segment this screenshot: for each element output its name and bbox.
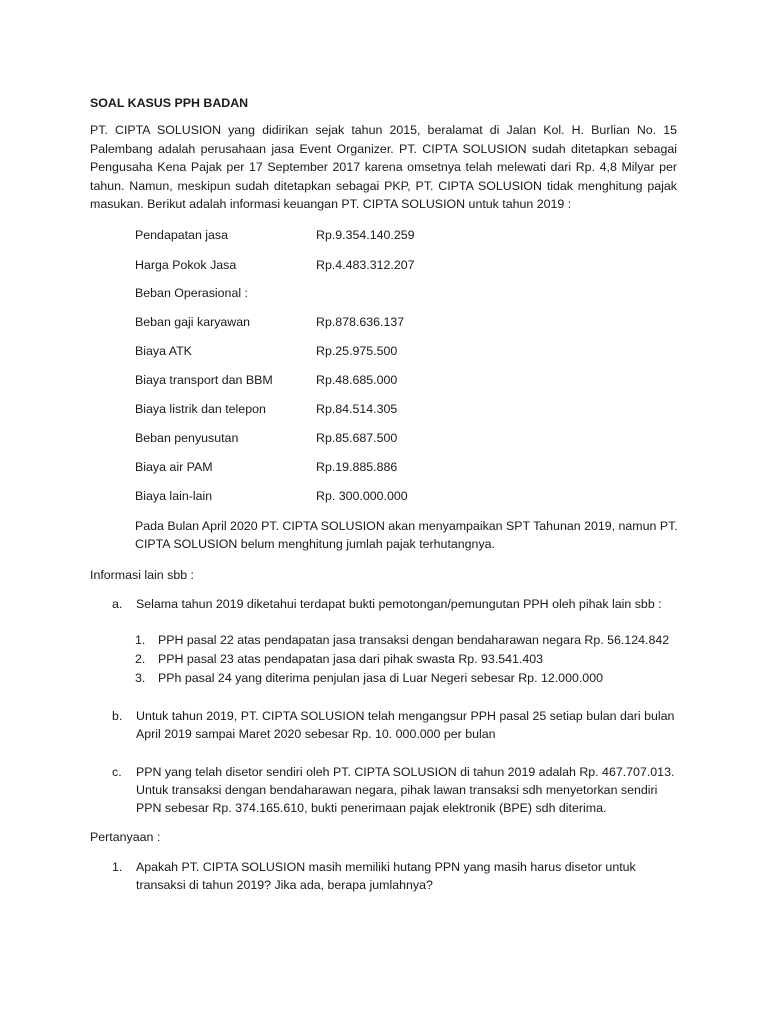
list-marker: b. — [112, 709, 123, 723]
financial-label: Biaya transport dan BBM — [135, 373, 273, 387]
financial-label: Pendapatan jasa — [135, 228, 229, 242]
financial-value: Rp.25.975.500 — [316, 344, 398, 358]
list-marker: a. — [112, 597, 123, 611]
list-item — [135, 669, 675, 688]
info-item-text: Untuk tahun 2019, PT. CIPTA SOLUSION telah mengangsur PPH pasal 25 setiap bulan dari bulan April 2019 sampai Maret 2020 sebesar Rp. 10. 000.000 per bulan — [136, 709, 675, 741]
financial-value: Rp.48.685.000 — [316, 373, 398, 387]
financial-value: Rp.84.514.305 — [316, 402, 398, 416]
info-item-text: PPN yang telah disetor sendiri oleh PT. CIPTA SOLUSION di tahun 2019 adalah Rp. 467.707.013. Untuk transaksi dengan bendaharawan negara, pihak lawan transaksi sdh menyetorkan sendiri PPN sebesar Rp. 374.165.610, bukti penerimaan pajak elektronik (BPE) sdh diterima. — [136, 765, 675, 815]
question-text: Apakah PT. CIPTA SOLUSION masih memiliki hutang PPN yang masih harus disetor untuk transaksi di tahun 2019? Jika ada, berapa jumlahnya? — [136, 860, 636, 892]
info-item-text: Selama tahun 2019 diketahui terdapat bukti pemotongan/pemungutan PPH oleh pihak lain sbb : — [136, 597, 662, 611]
financial-label: Biaya ATK — [135, 344, 192, 358]
financial-value: Rp.19.885.886 — [316, 460, 398, 474]
spt-paragraph: Pada Bulan April 2020 PT. CIPTA SOLUSION akan menyampaikan SPT Tahunan 2019, namun PT. CIPTA SOLUSION belum menghitung jumlah pajak terhutangnya. — [135, 519, 678, 551]
list-item-text: PPH pasal 22 atas pendapatan jasa transaksi dengan bendaharawan negara Rp. 56.124.842 — [158, 633, 670, 647]
document-title: SOAL KASUS PPH BADAN — [90, 96, 249, 110]
financial-label: Biaya listrik dan telepon — [135, 402, 266, 416]
financial-value: Rp. 300.000.000 — [316, 489, 408, 503]
financial-value: Rp.9.354.140.259 — [316, 228, 415, 242]
list-item-text: PPH pasal 23 atas pendapatan jasa dari pihak swasta Rp. 93.541.403 — [158, 652, 544, 666]
financial-label: Beban gaji karyawan — [135, 315, 251, 329]
financial-label: Harga Pokok Jasa — [135, 258, 237, 272]
info-heading: Informasi lain sbb : — [90, 568, 194, 582]
list-marker: 3. — [135, 671, 146, 685]
list-item — [135, 650, 675, 669]
list-item-text: PPh pasal 24 yang diterima penjulan jasa di Luar Negeri sebesar Rp. 12.000.000 — [158, 671, 603, 685]
list-marker: 1. — [112, 860, 123, 874]
financial-label: Beban Operasional : — [135, 286, 248, 300]
financial-label: Biaya lain-lain — [135, 489, 213, 503]
intro-paragraph: PT. CIPTA SOLUSION yang didirikan sejak tahun 2015, beralamat di Jalan Kol. H. Burlian No. 15 Palembang adalah perusahaan jasa Event Organizer. PT. CIPTA SOLUSION sudah ditetapkan sebagai Pengusaha Kena Pajak per 17 September 2017 karena omsetnya telah melewati dari Rp. 4,8 Milyar per tahun. Namun, meskipun sudah ditetapkan sebagai PKP, PT. CIPTA SOLUSION tidak menghitung pajak masukan. Berikut adalah informasi keuangan PT. CIPTA SOLUSION untuk tahun 2019 : — [90, 123, 677, 211]
financial-value: Rp.4.483.312.207 — [316, 258, 415, 272]
financial-value: Rp.85.687.500 — [316, 431, 398, 445]
questions-heading: Pertanyaan : — [90, 830, 161, 844]
list-marker: 2. — [135, 652, 146, 666]
list-marker: c. — [112, 765, 122, 779]
financial-label: Beban penyusutan — [135, 431, 239, 445]
financial-value: Rp.878.636.137 — [316, 315, 405, 329]
withholding-list — [135, 631, 675, 688]
list-item — [135, 631, 675, 650]
financial-label: Biaya air PAM — [135, 460, 213, 474]
list-marker: 1. — [135, 633, 146, 647]
